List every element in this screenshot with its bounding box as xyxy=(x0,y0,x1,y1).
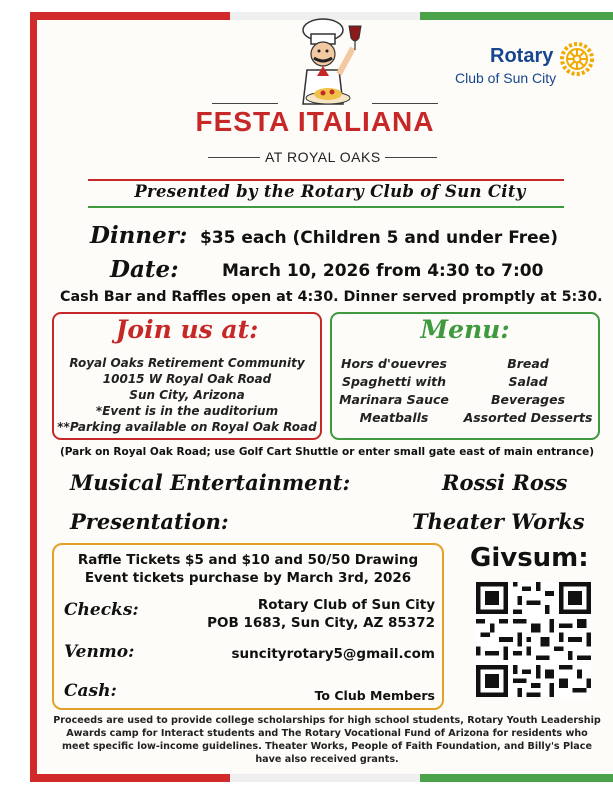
top-stripe-red xyxy=(30,12,230,20)
event-title: FESTA ITALIANA xyxy=(195,106,435,137)
menu-item: Marinara Sauce xyxy=(339,392,449,407)
location-line: **Parking available on Royal Oak Road xyxy=(57,420,317,434)
dinner-label: Dinner: xyxy=(90,222,188,249)
cash-bar-note: Cash Bar and Raffles open at 4:30. Dinner served promptly at 5:30. xyxy=(60,289,603,305)
rotary-logo-subtext: Club of Sun City xyxy=(455,70,557,86)
presented-rule-top xyxy=(88,179,564,181)
rotary-logo-text: Rotary xyxy=(490,45,554,67)
checks-address: POB 1683, Sun City, AZ 85372 xyxy=(207,615,435,631)
subtitle-rule-left xyxy=(208,157,260,158)
menu-item: Beverages xyxy=(490,392,566,407)
entertainment-value: Rossi Ross xyxy=(442,470,568,495)
presentation-value: Theater Works xyxy=(412,509,585,534)
location-line: Royal Oaks Retirement Community xyxy=(69,356,305,370)
entertainment-label: Musical Entertainment: xyxy=(70,470,351,495)
location-line: Sun City, Arizona xyxy=(129,388,245,402)
presentation-label: Presentation: xyxy=(70,509,229,534)
cash-label: Cash: xyxy=(64,681,117,701)
bottom-stripe-white xyxy=(230,774,420,782)
title-rule-left xyxy=(212,103,278,104)
date-label: Date: xyxy=(110,256,179,283)
purchase-deadline: Event tickets purchase by March 3rd, 2026 xyxy=(84,570,412,586)
menu-item: Spaghetti with xyxy=(341,374,446,389)
dinner-price: $35 each (Children 5 and under Free) xyxy=(200,228,558,248)
menu-item: Bread xyxy=(507,356,549,371)
subtitle-rule-right xyxy=(385,157,437,158)
menu-title: Menu: xyxy=(420,315,510,344)
title-rule-right xyxy=(372,103,438,104)
checks-payee: Rotary Club of Sun City xyxy=(257,597,435,613)
location-line: 10015 W Royal Oak Road xyxy=(102,372,272,386)
raffle-info: Raffle Tickets $5 and $10 and 50/50 Drawing xyxy=(77,552,419,568)
rotary-wheel-icon xyxy=(560,42,594,76)
venmo-account: suncityrotary5@gmail.com xyxy=(231,646,435,662)
menu-item: Salad xyxy=(508,374,548,389)
bottom-stripe-green xyxy=(420,774,613,782)
qr-code-icon[interactable] xyxy=(476,582,591,697)
event-subtitle: AT ROYAL OAKS xyxy=(265,149,381,165)
proceeds-footer: Proceeds are used to provide college scholarships for high school students, Rotary Youth Leadership Awards camp for Interact students and The Rotary Vocational Fund of Arizona for residents who meet specific low-income guidelines. Theater Works, People of Faith Foundation, and Billy's Place have also received grants. xyxy=(53,715,601,765)
menu-item: Hors d'ouevres xyxy=(341,356,447,371)
menu-item: Meatballs xyxy=(359,410,429,425)
cash-instructions: To Club Members xyxy=(314,688,435,703)
checks-label: Checks: xyxy=(64,600,139,620)
presented-by: Presented by the Rotary Club of Sun City xyxy=(134,182,526,201)
parking-note: (Park on Royal Oak Road; use Golf Cart Shuttle or enter small gate east of main entrance) xyxy=(59,446,595,458)
venmo-label: Venmo: xyxy=(64,642,135,662)
event-date: March 10, 2026 from 4:30 to 7:00 xyxy=(222,261,544,281)
chef-icon xyxy=(283,18,373,110)
top-stripe-green xyxy=(420,12,613,20)
bottom-stripe-red xyxy=(30,774,230,782)
location-line: *Event is in the auditorium xyxy=(95,404,279,418)
presented-rule-bottom xyxy=(88,206,564,208)
menu-item: Assorted Desserts xyxy=(463,410,593,425)
join-title: Join us at: xyxy=(115,315,259,344)
givsum-heading: Givsum: xyxy=(470,543,589,573)
left-red-border xyxy=(30,12,37,782)
